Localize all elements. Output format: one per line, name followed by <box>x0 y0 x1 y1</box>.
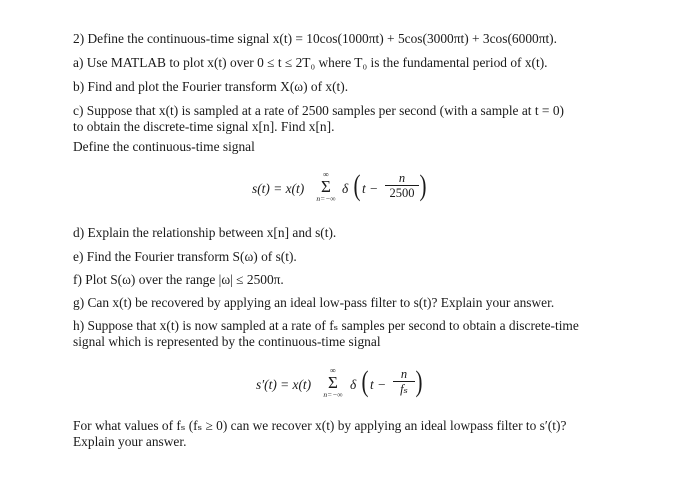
part-h-line2: signal which is represented by the continuous-time signal <box>73 334 381 349</box>
eq2-summation <box>321 367 345 399</box>
eq2-lhs: s′(t) = x(t) <box>256 377 312 392</box>
eq2-delta: δ <box>350 377 357 392</box>
final-question-line1: For what values of fₛ (fₛ ≥ 0) can we recover x(t) by applying an ideal lowpass filter to s′(t)? <box>73 418 567 433</box>
eq1-t-minus: t − <box>362 181 379 196</box>
eq2-paren-close: ) <box>415 365 423 398</box>
eq1-paren-close: ) <box>419 169 427 202</box>
eq1-summation <box>314 171 338 203</box>
eq2-sum-sigma: Σ <box>328 373 338 392</box>
part-h-line1: h) Suppose that x(t) is now sampled at a rate of fₛ samples per second to obtain a discrete-time <box>73 318 579 333</box>
eq1-numerator: n <box>385 171 419 186</box>
eq2-t-minus: t − <box>370 377 387 392</box>
eq1-sum-sigma: Σ <box>321 177 331 196</box>
problem-intro: 2) Define the continuous-time signal x(t) = 10cos(1000πt) + 5cos(3000πt) + 3cos(6000πt). <box>73 31 557 46</box>
define-signal: Define the continuous-time signal <box>73 139 255 154</box>
eq1-denominator: 2500 <box>389 186 415 200</box>
eq1-sum-top: ∞ <box>323 170 329 179</box>
part-c-line1: c) Suppose that x(t) is sampled at a rate of 2500 samples per second (with a sample at t = 0) <box>73 103 564 118</box>
part-b: b) Find and plot the Fourier transform X(ω) of x(t). <box>73 79 349 94</box>
eq2-paren-open: ( <box>361 365 369 398</box>
eq1-delta: δ <box>342 181 349 196</box>
eq1-fraction <box>385 171 419 201</box>
final-question-line2: Explain your answer. <box>73 434 187 449</box>
eq1-lhs: s(t) = x(t) <box>252 181 305 196</box>
part-f: f) Plot S(ω) over the range |ω| ≤ 2500π. <box>73 272 284 287</box>
part-d: d) Explain the relationship between x[n] and s(t). <box>73 225 337 240</box>
part-a: a) Use MATLAB to plot x(t) over 0 ≤ t ≤ 2T₀ where T₀ is the fundamental period of x(t). <box>73 55 548 70</box>
eq2-sum-bottom: n=−∞ <box>323 390 343 399</box>
eq2-numerator: n <box>393 367 415 382</box>
eq2-sum-top: ∞ <box>330 366 336 375</box>
part-g: g) Can x(t) be recovered by applying an ideal low-pass filter to s(t)? Explain your answer. <box>73 295 555 310</box>
eq1-sum-bottom: n=−∞ <box>316 194 336 203</box>
eq1-paren-open: ( <box>353 169 361 202</box>
eq2-fraction <box>393 367 415 397</box>
part-e: e) Find the Fourier transform S(ω) of s(t). <box>73 249 297 264</box>
part-c-line2: to obtain the discrete-time signal x[n]. Find x[n]. <box>73 119 335 134</box>
eq2-denominator: fₛ <box>400 382 408 396</box>
